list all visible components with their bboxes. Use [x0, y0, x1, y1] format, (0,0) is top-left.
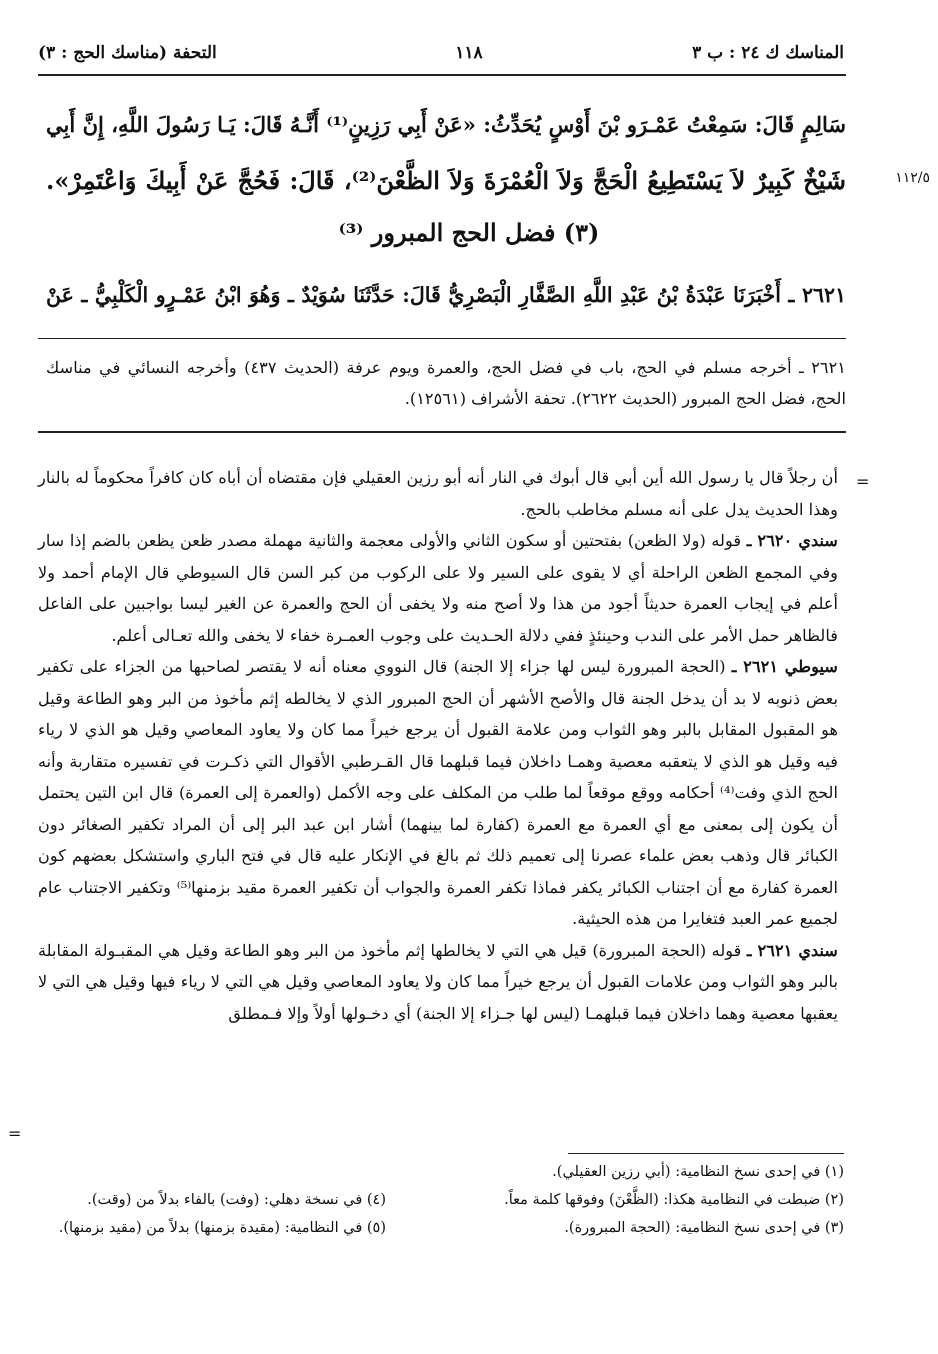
sindi-2620-label: سندي ٢٦٢٠ ـ [746, 531, 838, 550]
footnote-3: (٣) في إحدى نسخ النظامية: (الحجة المبرورة). [564, 1220, 844, 1236]
margin-reference: ١١٢/٥ [895, 170, 930, 186]
main-line-2: شَيْخٌ كَبِيرٌ لاَ يَسْتَطِيعُ الْحَجَّ وَلاَ الْعُمْرَةَ وَلاَ الظَّعْنَ⁽²⁾، قَالَ: فَحُجَّ عَنْ أَبِيكَ وَاعْتَمِرْ». [46, 166, 846, 195]
header-rule [38, 74, 846, 76]
takhrij-rule [38, 338, 846, 339]
sindi-2621-text: قوله (الحجة المبرورة) قيل هي التي لا يخالطها إثم مأخوذ من البر وهو الطاعة وقيل هي المقبـولة المقابلة بالبر وهو الثواب ومن علامات القبول أن يرجع خيراً مما كان ولا يعاود المعاصي وقيل هي التي لا رياء فيها وقيل هي التي لا يعقبها معصية وهما داخلان فيما قبلهمـا (ليس لها جـزاء إلا الجنة) أي دخـولها أولاً وإلا فـمطلق [38, 940, 838, 1023]
takhrij-note: ٢٦٢١ ـ أخرجه مسلم في الحج، باب في فضل الحج، والعمرة ويوم عرفة (الحديث ٤٣٧) وأخرجه النسائي في مناسك الحج، فضل الحج المبرور (الحديث ٢٦٢٢). تحفة الأشراف (١٢٥٦١). [46, 358, 846, 408]
footnote-5: (٥) في النظامية: (مقيدة بزمنها) بدلاً من (مقيد بزمنها). [58, 1220, 386, 1236]
commentary-rule [38, 431, 846, 433]
commentary-sindi-2621 [38, 935, 838, 1030]
sindi-2620-text: قوله (ولا الظعن) بفتحتين أو سكون الثاني والأولى معجمة والثانية مهملة مصدر ظعن يظعن بالضم إذا سار وفي المجمع الظعن الراحلة أي لا يقوى على السير ولا على الركوب من كبر السن قال السيوطي قال الإمام أحمد ولا أعلم في إيجاب العمرة حديثاً أجود من هذا ولا أصح منه ولا يخفى أن الحج والعمرة عن الغير ليسا بواجبين على الفاعل فالظاهر حمل الأمر على الندب وحينئذٍ ففي دلالة الحـديث على وجوب العمـرة خفاء لا يخفى والله تعـالى أعلم. [38, 531, 838, 645]
suyuti-2621-text: (الحجة المبرورة ليس لها جزاء إلا الجنة) قال النووي معناه أنه لا يقتصر لصاحبها من الجزاء على تكفير بعض ذنوبه لا بد أن يدخل الجنة قال والأصح الأشهر أن الحج المبرور الذي لا يخالطه إثم مأخوذ من البر وهو الطاعة وقيل هو المقبول المقابل بالبر وهو الثواب ومن علامة القبول أن يرجع خيراً مما كان ولا يعاود المعاصي وقيل هو الذي لا رياء فيه وقيل هو الذي لا يتعقبه معصية وهمـا داخلان فيما قبلهما قال القـرطبي الأقوال التي ذكـرت في تفسيره متقاربة وأنه الحج الذي وفت⁽⁴⁾ أحكامه ووقع موقعاً لما طلب من المكلف على وجه الأكمل (والعمرة إلى العمرة) قال ابن التين يحتمل أن يكون إلى بمعنى مع أي العمرة مع العمرة (كفارة لما بينهما) أشار ابن عبد البر إلى أن المراد تكفير الصغائر دون الكبائر قال وذهب بعض علماء عصرنا إلى تعميم ذلك ثم بالغ في الإنكار عليه قال في فتح الباري واستشكل بعضهم كون العمرة كفارة مع أن اجتناب الكبائر يكفر فماذا تكفر العمرة والجواب أن تكفير العمرة مقيد بزمنها⁽⁵⁾ وتكفير الاجتناب عام لجميع عمر العبد فتغايرا من هذه الحيثية. [38, 657, 838, 928]
hadith-2621: ٢٦٢١ ـ أَخْبَرَنَا عَبْدَةُ بْنُ عَبْدِ اللَّهِ الصَّفَّارِ الْبَصْرِيُّ قَالَ: حَدَّثَنَا سُوَيْدٌ ـ وَهُوَ ابْنُ عَمْـرٍو الْكَلْبِيُّ ـ عَنْ [46, 283, 846, 307]
sindi-2621-label: سندي ٢٦٢١ ـ [746, 940, 838, 960]
commentary-sindi-2620 [38, 525, 838, 651]
page-number: ١١٨ [455, 43, 483, 63]
footnote-2: (٢) ضبطت في النظامية هكذا: (الظَّعْنَ) وفوقها كلمة معاً. [504, 1192, 844, 1208]
footnote-rule [568, 1153, 844, 1154]
header-right: المناسك ك ٢٤ : ب ٣ [692, 43, 844, 63]
end-marker: = [8, 1124, 22, 1143]
section-title: (٣) فضل الحج المبرور ⁽³⁾ [338, 218, 600, 247]
footnote-4: (٤) في نسخة دهلي: (وفت) بالفاء بدلاً من (وقت). [87, 1192, 386, 1208]
commentary-block [38, 462, 838, 1029]
suyuti-2621-label: سيوطي ٢٦٢١ ـ [731, 657, 838, 676]
footnote-1: (١) في إحدى نسخ النظامية: (أبي رزين العقيلي). [552, 1164, 844, 1180]
continuation-marker: = [856, 472, 870, 491]
commentary-suyuti-2621 [38, 651, 838, 935]
commentary-continuation: أن رجلاً قال يا رسول الله أين أبي قال أبوك في النار أنه أبو رزين العقيلي فإن مقتضاه أن أباه كان كافراً محكوماً له بالنار وهذا الحديث يدل على أنه مسلم مخاطب بالحج. [38, 468, 838, 519]
main-line-1: سَالِمٍ قَالَ: سَمِعْتُ عَمْـرَو بْنَ أَوْسٍ يُحَدِّثُ: «عَنْ أَبِي رَزِينٍ⁽¹⁾ أَنَّـهُ قَالَ: يَـا رَسُولَ اللَّهِ، إِنَّ أَبِي [46, 112, 846, 137]
header-left: التحفة (مناسك الحج : ٣) [38, 43, 217, 63]
